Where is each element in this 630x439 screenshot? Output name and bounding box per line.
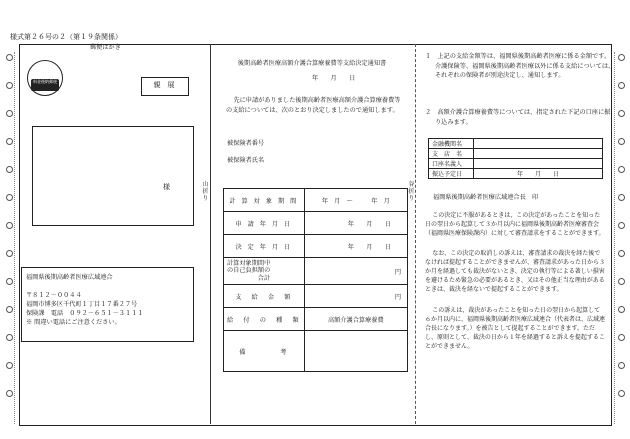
insured-number-label: 被保険者番号 [227,140,265,147]
account-holder-label: 口座名義人 [429,159,474,169]
notice-title: 後期高齢者医療高額介護合算療養費等支給決定通知書 [237,60,387,67]
decide-date-value: 年 月 日 [304,235,407,258]
valley-fold-label: 谷折り [408,181,415,202]
sender-block [26,274,144,328]
postage-stamp-label: 料金後納郵便 [31,79,59,91]
sender-line: 福岡県後期高齢者医療広域連合 [26,274,113,281]
benefit-type-label: 給 付 の 種 類 [224,308,305,331]
sender-line: 〒８１２－００４４ [26,291,82,299]
mountain-fold-label: 山折り [202,181,209,202]
panel-divider-1 [210,44,211,424]
sender-line: ※ 間違い電話にご注意ください。 [26,318,121,326]
table-row [224,331,408,372]
table-row [224,285,408,308]
confidential-label: 親 展 [153,81,175,89]
note-item-2: ２ 高額介護合算療養費等については、指定された下記の口座に振り込みます。 [425,109,611,126]
table-row [224,189,408,212]
form-id: 様式第２６号の２（第１９条関係） [10,33,122,41]
benefit-type-value: 高額介護合算療養費 [304,308,407,331]
transfer-date-value: 年 月 日 [474,169,603,179]
bank-account-table [428,138,603,179]
appeal-paragraph-1: この決定に不服があるときは、この決定があったことを知った日の翌日から起算して３か月以内に福岡県後期高齢者医療審査会（福岡県医療保険課内）に対して審査請求をすることができます。 [425,212,605,237]
table-row [224,308,408,331]
apply-date-value: 年 月 日 [304,212,407,235]
sender-line: 保険課 電話 ０９２－６５１－３１１１ [26,309,144,317]
recipient-address-box [32,126,194,226]
notice-date: 年 月 日 [312,75,356,82]
feed-strip-right [614,52,625,424]
table-row [429,149,603,159]
notice-intro: 先に申請がありました後期高齢者医療高額介護合算療養費等の支給については、次のとおり決定しましたので通知します。 [226,97,401,114]
issuer-name: 福岡県後期高齢者医療広域連合長 印 [433,194,539,201]
payment-amount-unit: 円 [304,285,407,308]
table-row [224,212,408,235]
table-row [224,258,408,285]
bank-name-label: 金融機関名 [429,139,474,149]
appeal-paragraph-3: この訴えは、裁決があったことを知った日の翌日から起算して６か月以内に、福岡県後期高齢者医療広域連合（代表者は、広域連合長になります。）を被告として提起することができます。ただし、原則として、裁決の日から１年を経過すると訴えを提起することができません。 [425,307,606,350]
period-label: 計 算 対 象 期 間 [224,189,305,212]
payment-amount-label: 支 給 金 額 [224,285,305,308]
remarks-value [304,331,407,372]
self-pay-total-label: 計算対象期間中 の自己負担額の 合計 [224,258,305,285]
table-row [429,139,603,149]
sender-line: 福岡市博多区千代町１丁目１７番２７号 [26,300,138,308]
feed-strip-left [6,52,15,424]
decision-table [223,188,408,372]
table-row [429,159,603,169]
postcard-label: 郵便はがき [90,44,121,51]
panel-divider-2 [415,44,416,424]
transfer-date-label: 振込予定日 [429,169,474,179]
table-row [224,235,408,258]
honorific-sama: 様 [163,183,170,191]
appeal-paragraph-2: なお、この決定の取消しの訴えは、審査請求の裁決を経た後でなければ提起することができませんが、審査請求があった日から３か月を経過しても裁決がないとき、決定の執行等による著しい損害を避けるため緊急の必要があるとき、又はその他正当な理由があるときは、裁決を経ないで提起することができます。 [425,250,605,293]
branch-name-label: 支 店 名 [429,149,474,159]
insured-name-label: 被保険者氏名 [227,157,265,164]
decide-date-label: 決 定 年 月 日 [224,235,305,258]
self-pay-total-unit: 円 [304,258,407,285]
period-value: 年 月 ～ 年 月 [304,189,407,212]
note-item-1: １ 上記の支給金額等は、福岡県後期高齢者医療に係る金額です。介護保険等、福岡県後期高齢者医療以外に係る支給については、それぞれの保険者が別途決定し、通知します。 [425,53,615,80]
table-row [429,169,603,179]
apply-date-label: 申 請 年 月 日 [224,212,305,235]
remarks-label: 備 考 [224,331,305,372]
